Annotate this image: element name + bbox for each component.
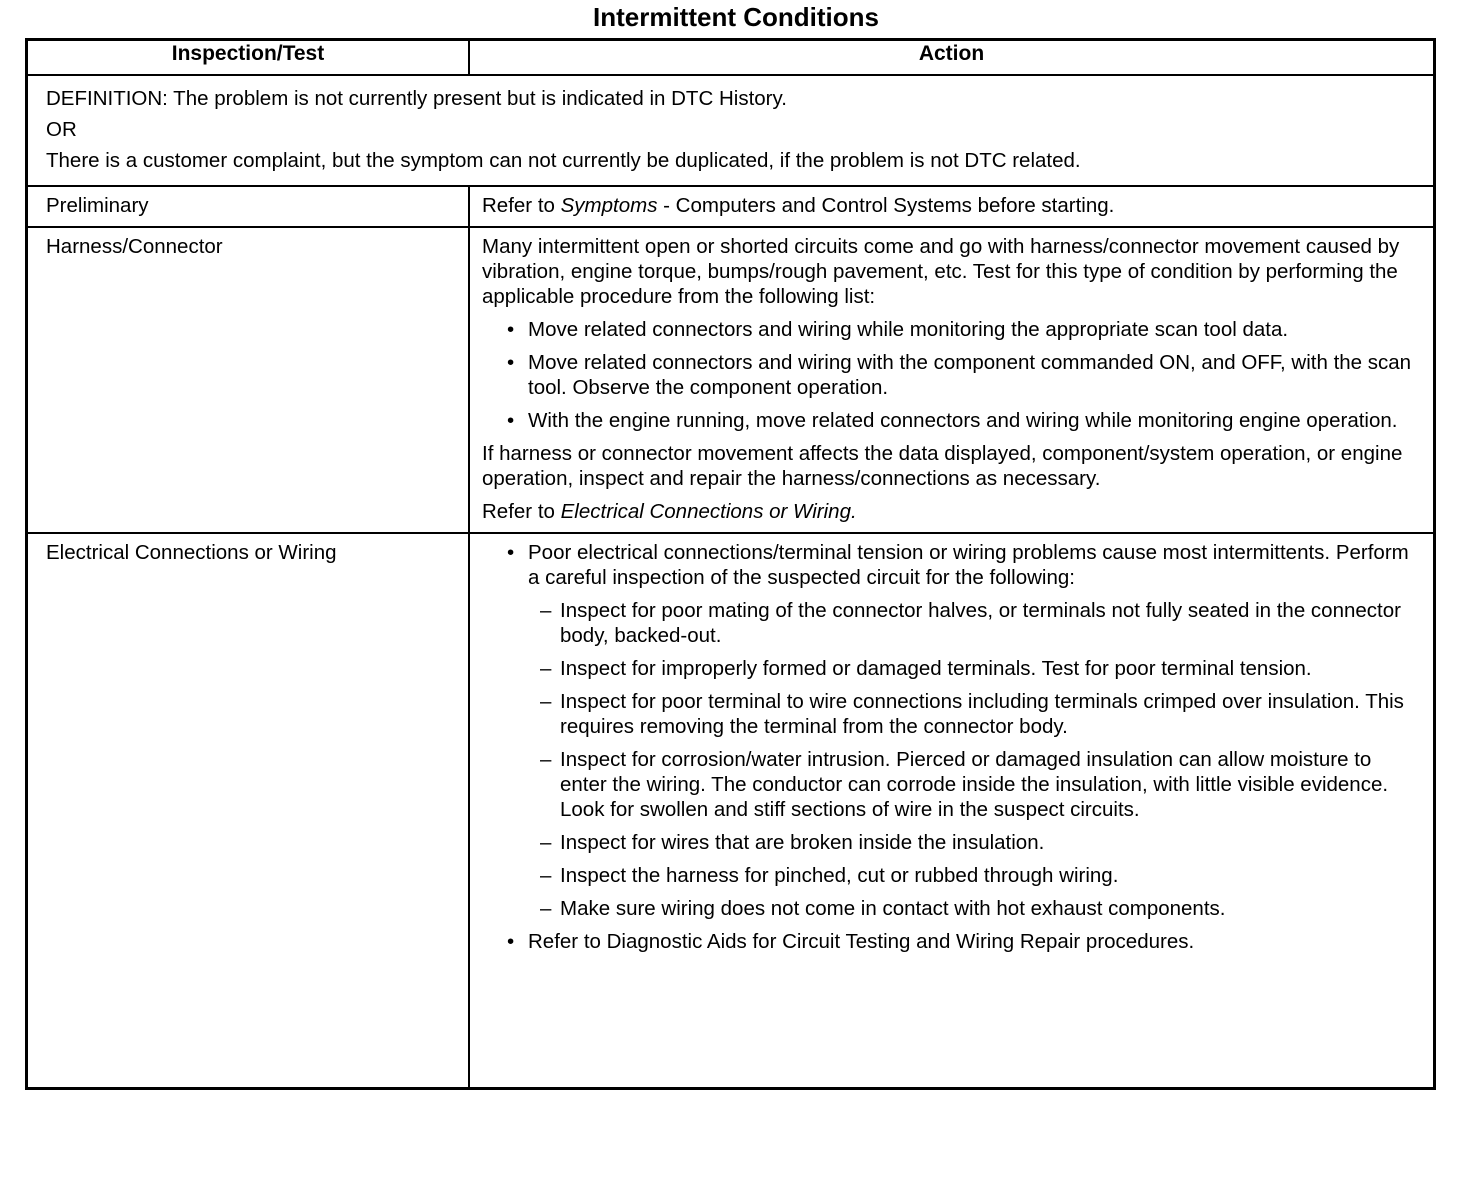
- header-row: [27, 40, 1435, 76]
- list-item: • Refer to Diagnostic Aids for Circuit Testing and Wiring Repair procedures.: [528, 929, 1421, 954]
- list-item: • Move related connectors and wiring while monitoring the appropriate scan tool data.: [528, 317, 1421, 342]
- list-item: – Inspect for poor mating of the connector halves, or terminals not fully seated in the connector body, backed-out.: [560, 598, 1421, 648]
- list-item: – Inspect the harness for pinched, cut or rubbed through wiring.: [560, 863, 1421, 888]
- row-label: Preliminary: [27, 186, 470, 227]
- definition-complaint: There is a customer complaint, but the symptom can not currently be duplicated, if the problem is not DTC related.: [46, 149, 1081, 172]
- table-row: [27, 227, 1435, 533]
- row-action: [469, 186, 1435, 227]
- outro-text: If harness or connector movement affects the data displayed, component/system operation, or engine operation, inspect and repair the harness/connections as necessary.: [482, 442, 1403, 490]
- table-row: [27, 186, 1435, 227]
- row-action: [469, 533, 1435, 1088]
- bullet-list: [482, 317, 1421, 433]
- symptoms-reference: Symptoms: [560, 194, 658, 217]
- table-row: [27, 533, 1435, 1088]
- row-label: Harness/Connector: [27, 227, 470, 533]
- list-item: – Inspect for wires that are broken inside the insulation.: [560, 830, 1421, 855]
- header-action: Action: [469, 40, 1435, 76]
- list-item: – Inspect for poor terminal to wire connections including terminals crimped over insulation. This requires removing the terminal from the connector body.: [560, 689, 1421, 739]
- text: Poor electrical connections/terminal tension or wiring problems cause most intermittents. Perform a careful inspection of the suspected circuit for the following:: [528, 541, 1409, 589]
- page-title: Intermittent Conditions: [593, 2, 879, 32]
- definition-cell: [27, 75, 1435, 186]
- bullet-list: [482, 540, 1421, 954]
- text: - Computers and Control Systems before starting.: [657, 194, 1115, 217]
- text: Refer to: [482, 500, 561, 523]
- list-item: • Move related connectors and wiring with the component commanded ON, and OFF, with the scan tool. Observe the component operation.: [528, 350, 1421, 400]
- definition-or: OR: [46, 118, 77, 141]
- header-inspection-test: Inspection/Test: [27, 40, 470, 76]
- list-item: • With the engine running, move related connectors and wiring while monitoring engine operation.: [528, 408, 1421, 433]
- list-item: – Inspect for corrosion/water intrusion. Pierced or damaged insulation can allow moisture to enter the wiring. The conductor can corrode inside the insulation, with little visible evidence. Look for swollen and stiff sections of wire in the suspect circuits.: [560, 747, 1421, 822]
- definition-text: DEFINITION: The problem is not currently present but is indicated in DTC History.: [46, 87, 787, 110]
- dash-list: [528, 598, 1421, 921]
- list-item: – Make sure wiring does not come in contact with hot exhaust components.: [560, 896, 1421, 921]
- intro-text: Many intermittent open or shorted circuits come and go with harness/connector movement caused by vibration, engine torque, bumps/rough pavement, etc. Test for this type of condition by performing the applicable procedure from the following list:: [482, 235, 1400, 308]
- definition-row: [27, 75, 1435, 186]
- row-label: Electrical Connections or Wiring: [27, 533, 470, 1088]
- intermittent-conditions-table: [25, 38, 1436, 1090]
- text: Refer to: [482, 194, 561, 217]
- list-item: [528, 540, 1421, 921]
- list-item: – Inspect for improperly formed or damaged terminals. Test for poor terminal tension.: [560, 656, 1421, 681]
- wiring-reference: Electrical Connections or Wiring.: [560, 500, 857, 523]
- row-action: [469, 227, 1435, 533]
